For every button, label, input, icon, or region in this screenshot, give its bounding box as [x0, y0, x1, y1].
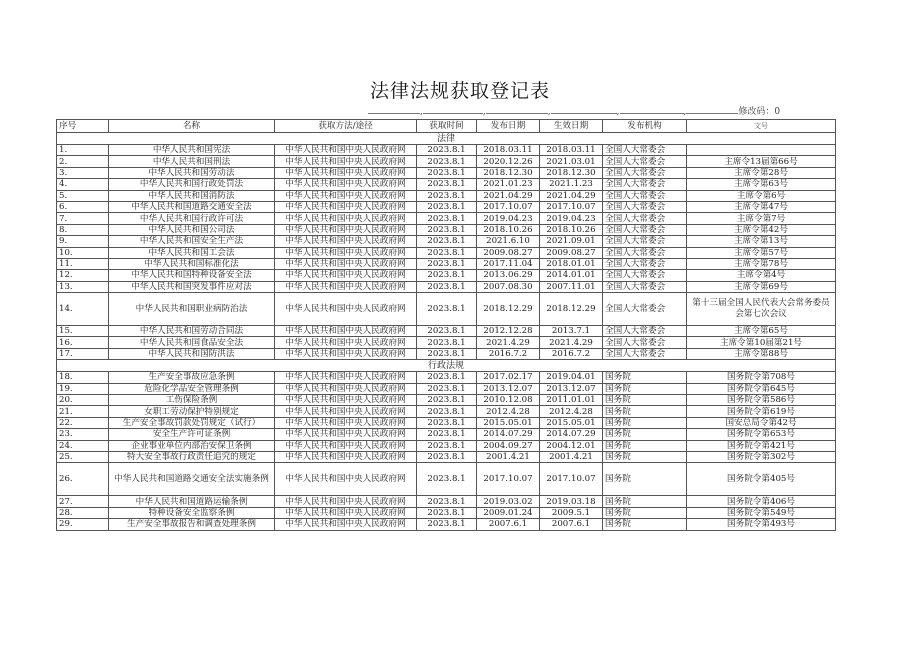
cell-obtained: 2023.8.1: [417, 440, 477, 451]
column-header-no: 序号: [57, 120, 109, 133]
column-header-published: 发布日期: [477, 120, 540, 133]
cell-method: 中华人民共和国中央人民政府网: [275, 247, 417, 258]
column-header-obtained: 获取时间: [417, 120, 477, 133]
cell-ref: 主席令第63号: [687, 179, 836, 190]
cell-method: 中华人民共和国中央人民政府网: [275, 417, 417, 428]
cell-name: 中华人民共和国特种设备安全法: [109, 270, 275, 281]
cell-published: 2009.08.27: [477, 247, 540, 258]
cell-no: 21.: [57, 406, 109, 417]
cell-method: 中华人民共和国中央人民政府网: [275, 293, 417, 326]
cell-org: 国务院: [603, 429, 687, 440]
table-row: [57, 496, 836, 507]
cell-published: 2021.04.29: [477, 190, 540, 201]
cell-name: 中华人民共和国刑法: [109, 156, 275, 167]
table-header-row: [57, 120, 836, 133]
cell-org: 国务院: [603, 372, 687, 383]
cell-published: 2015.05.01: [477, 417, 540, 428]
cell-org: 全国人大常委会: [603, 236, 687, 247]
cell-method: 中华人民共和国中央人民政府网: [275, 236, 417, 247]
cell-no: 14.: [57, 293, 109, 326]
cell-no: 10.: [57, 247, 109, 258]
cell-name: 中华人民共和国消防法: [109, 190, 275, 201]
cell-name: 中华人民共和国食品安全法: [109, 337, 275, 348]
cell-published: 2018.10.26: [477, 224, 540, 235]
cell-obtained: 2023.8.1: [417, 190, 477, 201]
cell-org: 全国人大常委会: [603, 145, 687, 156]
cell-org: 全国人大常委会: [603, 337, 687, 348]
cell-org: 全国人大常委会: [603, 270, 687, 281]
cell-method: 中华人民共和国中央人民政府网: [275, 224, 417, 235]
cell-published: 2021.6.10: [477, 236, 540, 247]
cell-effective: 2014.07.29: [540, 429, 603, 440]
cell-name: 企业事业单位内部治安保卫条例: [109, 440, 275, 451]
table-row: [57, 463, 836, 496]
document-header-line: , , , , , 修改码：0: [368, 104, 832, 117]
cell-name: 中华人民共和国公司法: [109, 224, 275, 235]
cell-org: 全国人大常委会: [603, 224, 687, 235]
cell-published: 2009.01.24: [477, 507, 540, 518]
cell-no: 24.: [57, 440, 109, 451]
table-row: [57, 236, 836, 247]
cell-no: 7.: [57, 213, 109, 224]
cell-no: 2.: [57, 156, 109, 167]
cell-ref: 国务院令第708号: [687, 372, 836, 383]
cell-obtained: 2023.8.1: [417, 337, 477, 348]
section-label: 法律: [57, 133, 836, 145]
cell-published: 2012.4.28: [477, 406, 540, 417]
cell-effective: 2021.04.29: [540, 190, 603, 201]
cell-no: 20.: [57, 395, 109, 406]
cell-ref: 国务院令第405号: [687, 463, 836, 496]
cell-method: 中华人民共和国中央人民政府网: [275, 348, 417, 359]
table-row: [57, 429, 836, 440]
cell-obtained: 2023.8.1: [417, 451, 477, 462]
cell-ref: 主席令第65号: [687, 326, 836, 337]
cell-name: 生产安全事故应急条例: [109, 372, 275, 383]
table-row: [57, 383, 836, 394]
cell-effective: 2017.10.07: [540, 463, 603, 496]
cell-effective: 2019.04.23: [540, 213, 603, 224]
cell-published: 2017.10.07: [477, 201, 540, 212]
cell-obtained: 2023.8.1: [417, 463, 477, 496]
cell-name: 中华人民共和国道路运输条例: [109, 496, 275, 507]
cell-org: 全国人大常委会: [603, 179, 687, 190]
cell-effective: 2017.10.07: [540, 201, 603, 212]
cell-effective: 2021.1.23: [540, 179, 603, 190]
cell-obtained: 2023.8.1: [417, 395, 477, 406]
cell-published: 2016.7.2: [477, 348, 540, 359]
table-row: [57, 145, 836, 156]
register-table-body: [57, 120, 836, 531]
cell-name: 中华人民共和国突发事件应对法: [109, 281, 275, 292]
cell-name: 特大安全事故行政责任追究的规定: [109, 451, 275, 462]
cell-method: 中华人民共和国中央人民政府网: [275, 440, 417, 451]
cell-effective: 2021.4.29: [540, 337, 603, 348]
cell-method: 中华人民共和国中央人民政府网: [275, 519, 417, 530]
table-row: [57, 519, 836, 530]
cell-no: 12.: [57, 270, 109, 281]
cell-obtained: 2023.8.1: [417, 213, 477, 224]
cell-org: 全国人大常委会: [603, 201, 687, 212]
table-row: [57, 190, 836, 201]
cell-no: 8.: [57, 224, 109, 235]
cell-ref: 主席令第69号: [687, 281, 836, 292]
cell-published: 2021.01.23: [477, 179, 540, 190]
cell-effective: 2007.11.01: [540, 281, 603, 292]
cell-effective: 2021.09.01: [540, 236, 603, 247]
cell-effective: 2019.04.01: [540, 372, 603, 383]
cell-no: 4.: [57, 179, 109, 190]
cell-obtained: 2023.8.1: [417, 293, 477, 326]
table-row: [57, 270, 836, 281]
cell-org: 全国人大常委会: [603, 190, 687, 201]
cell-no: 15.: [57, 326, 109, 337]
cell-name: 中华人民共和国行政许可法: [109, 213, 275, 224]
cell-published: 2014.07.29: [477, 429, 540, 440]
cell-published: 2020.12.26: [477, 156, 540, 167]
table-row: [57, 372, 836, 383]
cell-no: 22.: [57, 417, 109, 428]
cell-effective: 2019.03.18: [540, 496, 603, 507]
cell-ref: [687, 145, 836, 156]
cell-obtained: 2023.8.1: [417, 496, 477, 507]
cell-effective: 2018.12.29: [540, 293, 603, 326]
cell-method: 中华人民共和国中央人民政府网: [275, 372, 417, 383]
register-table: [56, 119, 836, 531]
cell-name: 工伤保险条例: [109, 395, 275, 406]
cell-method: 中华人民共和国中央人民政府网: [275, 463, 417, 496]
table-row: [57, 213, 836, 224]
cell-method: 中华人民共和国中央人民政府网: [275, 281, 417, 292]
cell-effective: 2004.12.01: [540, 440, 603, 451]
cell-effective: 2013.12.07: [540, 383, 603, 394]
cell-name: 生产安全事故报告和调查处理条例: [109, 519, 275, 530]
cell-published: 2019.03.02: [477, 496, 540, 507]
cell-effective: 2015.05.01: [540, 417, 603, 428]
cell-org: 全国人大常委会: [603, 156, 687, 167]
cell-effective: 2018.10.26: [540, 224, 603, 235]
section-header-row: [57, 360, 836, 372]
cell-published: 2017.11.04: [477, 258, 540, 269]
cell-published: 2017.02.17: [477, 372, 540, 383]
table-row: [57, 507, 836, 518]
cell-no: 3.: [57, 167, 109, 178]
table-row: [57, 406, 836, 417]
cell-org: 全国人大常委会: [603, 247, 687, 258]
cell-obtained: 2023.8.1: [417, 236, 477, 247]
revision-code: 修改码：0: [738, 107, 781, 117]
cell-name: 中华人民共和国道路交通安全法实施条例: [109, 463, 275, 496]
cell-method: 中华人民共和国中央人民政府网: [275, 213, 417, 224]
column-header-effective: 生效日期: [540, 120, 603, 133]
cell-no: 27.: [57, 496, 109, 507]
table-row: [57, 417, 836, 428]
cell-ref: 主席令第88号: [687, 348, 836, 359]
cell-effective: 2007.6.1: [540, 519, 603, 530]
cell-obtained: 2023.8.1: [417, 167, 477, 178]
page-title: 法律法规获取登记表: [369, 80, 550, 102]
cell-ref: 国务院令第653号: [687, 429, 836, 440]
table-row: [57, 281, 836, 292]
cell-method: 中华人民共和国中央人民政府网: [275, 145, 417, 156]
cell-ref: 主席令第47号: [687, 201, 836, 212]
cell-name: 生产安全事故罚款处罚规定（试行）: [109, 417, 275, 428]
column-header-org: 发布机构: [603, 120, 687, 133]
cell-no: 16.: [57, 337, 109, 348]
cell-no: 28.: [57, 507, 109, 518]
cell-method: 中华人民共和国中央人民政府网: [275, 201, 417, 212]
cell-org: 国务院: [603, 451, 687, 462]
cell-ref: 国务院令第421号: [687, 440, 836, 451]
cell-no: 18.: [57, 372, 109, 383]
cell-ref: 主席令第6号: [687, 190, 836, 201]
cell-ref: 国务院令第586号: [687, 395, 836, 406]
cell-ref: 主席令第7号: [687, 213, 836, 224]
cell-effective: 2016.7.2: [540, 348, 603, 359]
cell-obtained: 2023.8.1: [417, 270, 477, 281]
cell-no: 1.: [57, 145, 109, 156]
column-header-method: 获取方法/途径: [275, 120, 417, 133]
cell-method: 中华人民共和国中央人民政府网: [275, 326, 417, 337]
cell-name: 中华人民共和国宪法: [109, 145, 275, 156]
cell-org: 全国人大常委会: [603, 293, 687, 326]
cell-obtained: 2023.8.1: [417, 519, 477, 530]
cell-effective: 2018.03.11: [540, 145, 603, 156]
cell-ref: 国务院令第406号: [687, 496, 836, 507]
cell-effective: 2013.7.1: [540, 326, 603, 337]
cell-name: 中华人民共和国工会法: [109, 247, 275, 258]
cell-effective: 2014.01.01: [540, 270, 603, 281]
cell-obtained: 2023.8.1: [417, 201, 477, 212]
cell-no: 29.: [57, 519, 109, 530]
cell-name: 中华人民共和国行政处罚法: [109, 179, 275, 190]
cell-ref: 主席令第10届第21号: [687, 337, 836, 348]
cell-obtained: 2023.8.1: [417, 247, 477, 258]
section-header-row: [57, 133, 836, 145]
cell-published: 2017.10.07: [477, 463, 540, 496]
cell-ref: 主席令第13号: [687, 236, 836, 247]
cell-ref: 国务院令第302号: [687, 451, 836, 462]
cell-org: 国务院: [603, 395, 687, 406]
cell-org: 国务院: [603, 383, 687, 394]
column-header-name: 名称: [109, 120, 275, 133]
cell-obtained: 2023.8.1: [417, 258, 477, 269]
cell-method: 中华人民共和国中央人民政府网: [275, 406, 417, 417]
cell-published: 2013.06.29: [477, 270, 540, 281]
table-row: [57, 440, 836, 451]
cell-org: 全国人大常委会: [603, 348, 687, 359]
cell-name: 中华人民共和国防洪法: [109, 348, 275, 359]
cell-obtained: 2023.8.1: [417, 326, 477, 337]
cell-ref: 主席令13届第66号: [687, 156, 836, 167]
cell-ref: 主席令第42号: [687, 224, 836, 235]
cell-method: 中华人民共和国中央人民政府网: [275, 451, 417, 462]
cell-published: 2018.12.29: [477, 293, 540, 326]
cell-published: 2013.12.07: [477, 383, 540, 394]
cell-published: 2021.4.29: [477, 337, 540, 348]
cell-method: 中华人民共和国中央人民政府网: [275, 337, 417, 348]
cell-no: 17.: [57, 348, 109, 359]
cell-org: 全国人大常委会: [603, 213, 687, 224]
cell-ref: 国务院令第493号: [687, 519, 836, 530]
cell-method: 中华人民共和国中央人民政府网: [275, 270, 417, 281]
table-row: [57, 337, 836, 348]
cell-obtained: 2023.8.1: [417, 383, 477, 394]
cell-name: 中华人民共和国标准化法: [109, 258, 275, 269]
cell-no: 9.: [57, 236, 109, 247]
cell-no: 13.: [57, 281, 109, 292]
cell-published: 2001.4.21: [477, 451, 540, 462]
cell-published: 2004.09.27: [477, 440, 540, 451]
cell-effective: 2001.4.21: [540, 451, 603, 462]
cell-method: 中华人民共和国中央人民政府网: [275, 190, 417, 201]
table-row: [57, 395, 836, 406]
cell-obtained: 2023.8.1: [417, 145, 477, 156]
cell-effective: 2011.01.01: [540, 395, 603, 406]
cell-name: 女职工劳动保护特别规定: [109, 406, 275, 417]
cell-org: 全国人大常委会: [603, 258, 687, 269]
cell-name: 中华人民共和国安全生产法: [109, 236, 275, 247]
cell-org: 国务院: [603, 406, 687, 417]
table-row: [57, 247, 836, 258]
cell-method: 中华人民共和国中央人民政府网: [275, 507, 417, 518]
cell-name: 安全生产许可证条例: [109, 429, 275, 440]
cell-method: 中华人民共和国中央人民政府网: [275, 167, 417, 178]
column-header-ref: 文号: [687, 120, 836, 133]
cell-ref: 国务院令第619号: [687, 406, 836, 417]
cell-name: 中华人民共和国职业病防治法: [109, 293, 275, 326]
cell-published: 2019.04.23: [477, 213, 540, 224]
cell-ref: 国务院令第645号: [687, 383, 836, 394]
cell-effective: 2009.08.27: [540, 247, 603, 258]
cell-method: 中华人民共和国中央人民政府网: [275, 496, 417, 507]
cell-org: 全国人大常委会: [603, 167, 687, 178]
cell-obtained: 2023.8.1: [417, 281, 477, 292]
table-row: [57, 293, 836, 326]
cell-published: 2018.03.11: [477, 145, 540, 156]
cell-published: 2007.08.30: [477, 281, 540, 292]
cell-no: 25.: [57, 451, 109, 462]
cell-org: 国务院: [603, 417, 687, 428]
cell-published: 2018.12.30: [477, 167, 540, 178]
cell-org: 全国人大常委会: [603, 326, 687, 337]
cell-ref: 第十三届全国人民代表大会常务委员会第七次会议: [687, 293, 836, 326]
table-row: [57, 258, 836, 269]
cell-method: 中华人民共和国中央人民政府网: [275, 156, 417, 167]
cell-org: 全国人大常委会: [603, 281, 687, 292]
cell-obtained: 2023.8.1: [417, 156, 477, 167]
table-row: [57, 326, 836, 337]
cell-org: 国务院: [603, 519, 687, 530]
cell-no: 23.: [57, 429, 109, 440]
cell-no: 26.: [57, 463, 109, 496]
cell-method: 中华人民共和国中央人民政府网: [275, 429, 417, 440]
cell-effective: 2012.4.28: [540, 406, 603, 417]
cell-effective: 2018.12.30: [540, 167, 603, 178]
cell-org: 国务院: [603, 463, 687, 496]
cell-ref: 国安总局令第42号: [687, 417, 836, 428]
cell-obtained: 2023.8.1: [417, 417, 477, 428]
cell-obtained: 2023.8.1: [417, 406, 477, 417]
table-row: [57, 348, 836, 359]
cell-method: 中华人民共和国中央人民政府网: [275, 179, 417, 190]
cell-ref: 主席令第78号: [687, 258, 836, 269]
cell-effective: 2021.03.01: [540, 156, 603, 167]
cell-name: 中华人民共和国劳动法: [109, 167, 275, 178]
cell-no: 5.: [57, 190, 109, 201]
cell-name: 特种设备安全监察条例: [109, 507, 275, 518]
section-label: 行政法规: [57, 360, 836, 372]
cell-obtained: 2023.8.1: [417, 348, 477, 359]
cell-obtained: 2023.8.1: [417, 429, 477, 440]
cell-obtained: 2023.8.1: [417, 224, 477, 235]
cell-method: 中华人民共和国中央人民政府网: [275, 395, 417, 406]
cell-effective: 2009.5.1: [540, 507, 603, 518]
cell-no: 11.: [57, 258, 109, 269]
table-row: [57, 451, 836, 462]
table-row: [57, 179, 836, 190]
cell-obtained: 2023.8.1: [417, 507, 477, 518]
cell-ref: 主席令第4号: [687, 270, 836, 281]
cell-org: 国务院: [603, 507, 687, 518]
cell-org: 国务院: [603, 496, 687, 507]
cell-effective: 2018.01.01: [540, 258, 603, 269]
cell-published: 2007.6.1: [477, 519, 540, 530]
cell-name: 危险化学品安全管理条例: [109, 383, 275, 394]
cell-published: 2012.12.28: [477, 326, 540, 337]
cell-ref: 主席令第57号: [687, 247, 836, 258]
table-row: [57, 167, 836, 178]
cell-obtained: 2023.8.1: [417, 372, 477, 383]
cell-name: 中华人民共和国道路交通安全法: [109, 201, 275, 212]
table-row: [57, 201, 836, 212]
cell-name: 中华人民共和国劳动合同法: [109, 326, 275, 337]
cell-method: 中华人民共和国中央人民政府网: [275, 383, 417, 394]
cell-ref: 主席令第28号: [687, 167, 836, 178]
cell-published: 2010.12.08: [477, 395, 540, 406]
cell-org: 国务院: [603, 440, 687, 451]
cell-no: 19.: [57, 383, 109, 394]
cell-method: 中华人民共和国中央人民政府网: [275, 258, 417, 269]
cell-ref: 国务院令第549号: [687, 507, 836, 518]
table-row: [57, 156, 836, 167]
table-row: [57, 224, 836, 235]
cell-obtained: 2023.8.1: [417, 179, 477, 190]
cell-no: 6.: [57, 201, 109, 212]
